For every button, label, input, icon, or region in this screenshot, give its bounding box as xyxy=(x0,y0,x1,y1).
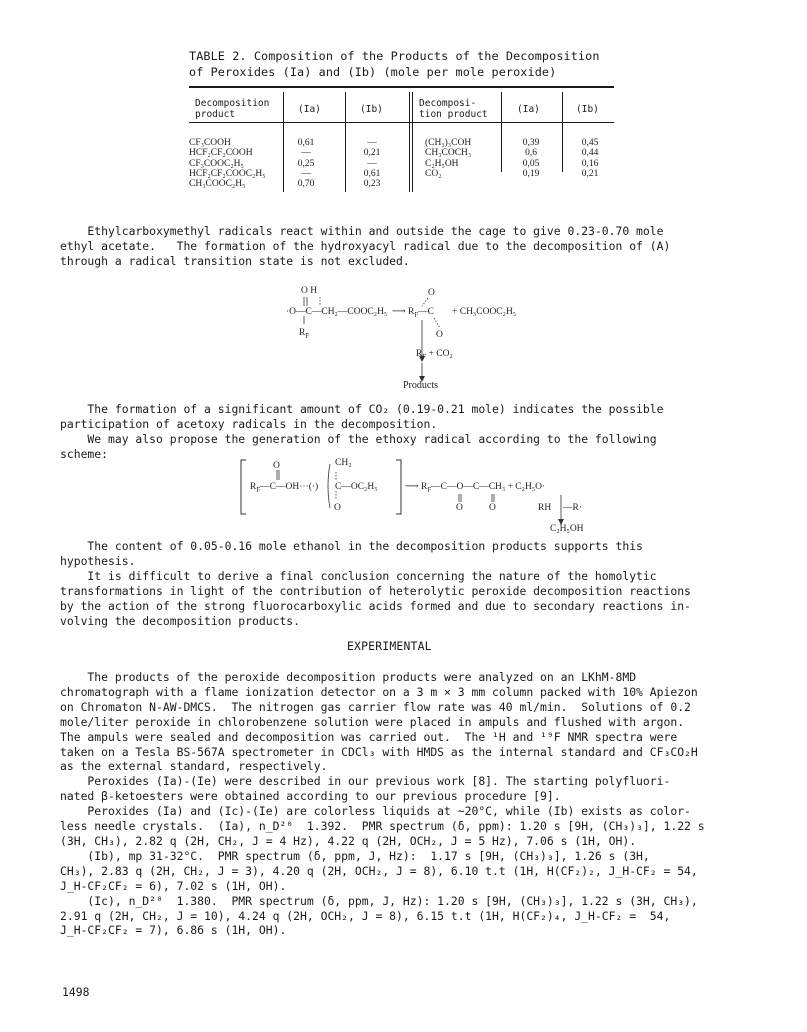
scheme2-o-bot: O xyxy=(334,503,341,513)
right-ia-column xyxy=(516,138,546,179)
text-line: transformations in light of the contribution of heterolytic peroxide decomposition reactions xyxy=(60,583,691,598)
table-cell: HCF₂CF₂COOC₂H₅ xyxy=(189,168,266,179)
scheme2-mid2: C—OC₂H₅ xyxy=(335,482,378,492)
text-line: We may also propose the generation of the ethoxy radical according to the following xyxy=(60,431,657,446)
text-line: J_H-CF₂CF₂ = 6), 7.02 s (1H, OH). xyxy=(60,878,287,893)
table-cell: — xyxy=(367,158,377,169)
header-ib-right: (Ib) xyxy=(576,104,599,115)
text-line: less needle crystals. (Ia), n_D²⁰ 1.392. PMR spectrum (δ, ppm): 1.20 s [9H, (CH₃)₃], 1.22 s xyxy=(60,819,705,834)
table-cell: 0,61 xyxy=(297,138,315,148)
text-line: It is difficult to derive a final conclusion concerning the nature of the homolytic xyxy=(60,568,657,583)
paragraph-experimental xyxy=(60,670,750,938)
table-divider xyxy=(283,92,284,192)
table-cell: C₂H₅OH xyxy=(425,158,459,169)
page-number: 1498 xyxy=(62,985,90,999)
text-line: The content of 0.05-0.16 mole ethanol in the decomposition products supports this xyxy=(60,539,643,553)
scheme1-top-oh: O H xyxy=(301,286,318,296)
caption-line-2: of Peroxides (Ia) and (Ib) (mole per mole peroxide) xyxy=(189,65,557,79)
table-cell: HCF₂CF₂COOH xyxy=(189,148,253,159)
table-divider xyxy=(412,92,413,192)
scheme2-left: $R_F—C—OH\cdot\cdot\cdot(\cdot)$ xyxy=(250,482,319,494)
table-cell: 0,21 xyxy=(581,168,599,179)
scheme1-products: Products xyxy=(403,380,438,391)
text-line: as the external standard, respectively. xyxy=(60,759,328,774)
table-cell: CF₃COOH xyxy=(189,138,231,148)
table-cell: CH₃COOC₂H₅ xyxy=(189,179,246,190)
text-line: 2.91 q (2H, CH₂, J = 10), 4.24 q (2H, OCH₂, J = 8), 6.15 t.t (1H, H(CF₂)₄, J_H-CF₂ = 54, xyxy=(60,908,671,923)
paragraph-ethanol-hypothesis xyxy=(60,539,750,628)
table-cell: 0,21 xyxy=(363,148,381,159)
table-divider xyxy=(345,92,346,192)
text-line: chromatograph with a flame ionization detector on a 3 m × 3 mm column packed with 10% Apiezon xyxy=(60,684,698,699)
text-line: on Chromaton N-AW-DMCS. The nitrogen gas carrier flow rate was 40 ml/min. Solutions of 0.2 xyxy=(60,699,691,714)
table-cell: CO₂ xyxy=(425,168,442,179)
scheme1-plus-ethyl-acetate: + CH₃COOC₂H₅ xyxy=(452,307,517,317)
left-products-column xyxy=(189,138,266,189)
table-divider xyxy=(501,92,502,172)
table-cell: 0,23 xyxy=(363,179,381,190)
scheme1-o-down: O xyxy=(436,330,443,340)
text-line: The ampuls were sealed and decomposition was carried out. The ¹H and ¹⁹F NMR spectra were xyxy=(60,729,678,744)
scheme2-rh: RH xyxy=(538,503,552,513)
table-cell: — xyxy=(367,138,377,148)
text-line: volving the decomposition products. xyxy=(60,613,301,628)
caption-line-1: TABLE 2. Composition of the Products of the Decomposition xyxy=(189,49,600,63)
scheme2-ethanol: C₂H₅OH xyxy=(550,524,584,534)
text-line: Peroxides (Ia) and (Ic)-(Ie) are colorless liquids at ~20°C, while (Ib) exists as color- xyxy=(60,804,691,819)
text-line: (Ic), n_D²⁰ 1.380. PMR spectrum (δ, ppm, J, Hz): 1.20 s [9H, (CH₃)₃], 1.22 s (3H, CH₃), xyxy=(60,893,698,908)
header-ib-left: (Ib) xyxy=(360,104,383,115)
scheme1-rf-co2: $R_F + CO_2$ xyxy=(416,349,453,361)
text-line: by the action of the strong fluorocarboxylic acids formed and due to secondary reactions in- xyxy=(60,598,691,613)
table-cell: 0,61 xyxy=(363,168,381,179)
text-line: (3H, CH₃), 2.82 q (2H, CH₂, J = 4 Hz), 4.22 q (2H, OCH₂, J = 5 Hz), 7.06 s (1H, OH). xyxy=(60,833,637,848)
table-cell: 0,45 xyxy=(581,138,599,148)
right-products-column xyxy=(425,138,471,179)
text-line: CH₃), 2.83 q (2H, CH₂, J = 3), 4.20 q (2H, OCH₂, J = 8), 6.10 t.t (1H, H(CF₂)₂, J_H-CF₂ = 54, xyxy=(60,863,698,878)
scheme2-o-top: O xyxy=(273,461,280,471)
text-line: taken on a Tesla BS-567A spectrometer in CDCl₃ with HMDS as the internal standard and CF₃CO₂H xyxy=(60,744,698,759)
left-ib-column xyxy=(357,138,387,189)
table-cell: — xyxy=(301,168,311,179)
scheme2-o-a: O xyxy=(456,503,463,513)
table-cell: CF₃COOC₂H₅ xyxy=(189,158,244,169)
left-ia-column xyxy=(291,138,321,189)
scheme2-minus-r: —R· xyxy=(563,503,582,513)
table-cell: (CH₃)₃COH xyxy=(425,138,472,148)
table-cell: 0,70 xyxy=(297,179,315,190)
table-cell: 0,44 xyxy=(581,148,599,159)
text-line: The formation of a significant amount of CO₂ (0.19-0.21 mole) indicates the possible xyxy=(60,402,664,416)
text-line: Ethylcarboxymethyl radicals react within and outside the cage to give 0.23-0.70 mole xyxy=(60,224,664,238)
paragraph-co2 xyxy=(60,402,750,462)
right-ib-column xyxy=(575,138,605,179)
table-header-rule xyxy=(189,122,614,123)
scheme1-left: ·O—C—CH₂—COOC₂H₅ xyxy=(286,307,388,317)
table-cell: 0,05 xyxy=(522,158,540,169)
table-caption xyxy=(189,48,600,80)
header-decomposition-product: Decomposition product xyxy=(195,98,270,120)
table-cell: 0,19 xyxy=(522,168,540,179)
scheme2-ch2: CH₂ xyxy=(335,458,352,468)
table-cell: 0,39 xyxy=(522,138,540,148)
table-cell: CH₃COCH₃ xyxy=(425,148,472,159)
scheme1-rf-under: $R_F$ xyxy=(299,328,310,340)
scheme1-arrow-rf: ⟶ $R_F—C$ xyxy=(392,307,434,319)
scheme1-top-o: O xyxy=(428,288,435,298)
text-line: The products of the peroxide decomposition products were analyzed on an LKhM-8MD xyxy=(60,670,637,684)
table-cell: 0,6 xyxy=(525,148,537,159)
table-top-rule xyxy=(189,86,614,88)
text-line: mole/liter peroxide in chlorobenzene solution were placed in ampuls and flushed with argon. xyxy=(60,714,685,729)
section-heading-experimental: EXPERIMENTAL xyxy=(347,639,432,653)
text-line: scheme: xyxy=(60,446,109,461)
text-line: through a radical transition state is not excluded. xyxy=(60,253,410,268)
composition-table xyxy=(189,86,614,192)
text-line: nated β-ketoesters were obtained according to our previous procedure [9]. xyxy=(60,789,561,804)
table-divider xyxy=(562,92,563,172)
table-cell: 0,16 xyxy=(581,158,599,169)
table-divider xyxy=(409,92,410,192)
text-line: hypothesis. xyxy=(60,553,136,568)
table-cell: — xyxy=(301,148,311,159)
table-cell: 0,25 xyxy=(297,158,315,169)
text-line: ethyl acetate. The formation of the hydroxyacyl radical due to the decomposition of (A) xyxy=(60,238,671,253)
text-line: J_H-CF₂CF₂ = 7), 6.86 s (1H, OH). xyxy=(60,923,287,938)
paragraph-ethyl-acetate xyxy=(60,224,750,269)
header-ia-right: (Ia) xyxy=(517,104,540,115)
scheme2-rhs: ⟶ $R_F—C—O—C—CH_3 + C_2H_5O\cdot$ xyxy=(405,482,546,494)
scheme2-o-b: O xyxy=(489,503,496,513)
header-ia-left: (Ia) xyxy=(298,104,321,115)
text-line: (Ib), mp 31-32°C. PMR spectrum (δ, ppm, J, Hz): 1.17 s [9H, (CH₃)₃], 1.26 s (3H, xyxy=(60,848,650,863)
text-line: Peroxides (Ia)-(Ie) were described in our previous work [8]. The starting polyfluori- xyxy=(60,774,671,789)
text-line: participation of acetoxy radicals in the decomposition. xyxy=(60,416,438,431)
header-decomposition-product-right: Decomposi- tion product xyxy=(419,98,488,120)
